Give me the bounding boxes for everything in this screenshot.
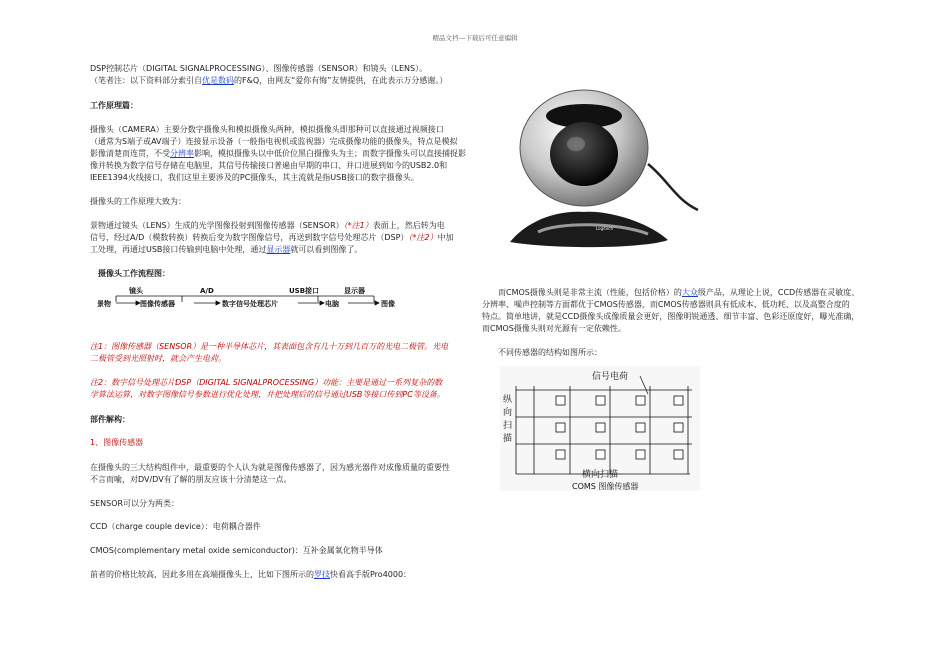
sensor-para-line: 不言而喻，对DV/DV有了解的朋友应该十分清楚这一点。 <box>90 475 292 484</box>
camera-para-line: 摄像头（CAMERA）主要分数字摄像头和模拟摄像头两种，模拟摄像头即那种可以直接通过视频接口 <box>90 125 444 134</box>
cable <box>648 164 698 210</box>
flow-dsp: 数字信号处理芯片 <box>222 300 278 308</box>
subheading-image-sensor: 1、图像传感器 <box>90 438 144 447</box>
price-note-text-2: 快看高手版Pro4000： <box>330 570 412 579</box>
camera-para-text-2: 影响，模拟摄像头以中低价位黑白摄像头为主；而数字摄像头可以直接捕捉影 <box>194 149 466 158</box>
link-resolution[interactable]: 分辨率 <box>170 149 194 158</box>
cmos-sensor-diagram <box>500 366 700 491</box>
flow-arrowhead <box>375 301 379 305</box>
work-principle-intro: 摄像头的工作原理大致为： <box>90 197 186 206</box>
price-note-text: 前者的价格比较高，因此多用在高端摄像头上，比如下图所示的 <box>90 570 314 579</box>
flow-scene: 景物 <box>97 300 111 308</box>
signal-charge-label: 信号电荷 <box>592 372 629 382</box>
flow-top-monitor: 显示器 <box>344 287 365 295</box>
author-note-text: （笔者注：以下资料部分索引自 <box>90 76 202 85</box>
page-header: 精品文档---下载后可任意编辑 <box>432 34 518 42</box>
note-ref-2: （*注2） <box>408 233 438 242</box>
work-para-line <box>90 244 362 256</box>
flow-computer: 电脑 <box>325 300 339 308</box>
camera-para-line: IEEE1394火线接口，我们这里主要涉及的PC摄像头，其主流就是指USB接口的数字摄像头。 <box>90 173 419 182</box>
workflow-diagram <box>96 284 416 312</box>
link-monitor[interactable]: 显示器 <box>266 245 291 254</box>
work-text: 景物通过镜头（LENS）生成的光学图像投射到图像传感器（SENSOR） <box>90 221 344 230</box>
structure-intro: 不同传感器的结构如图所示： <box>498 348 602 357</box>
camera-para-line: 像并转换为数字信号存储在电脑里，其信号传输接口普遍由早期的串口、并口进展到如今的USB2.0和 <box>90 161 448 170</box>
vertical-scan-label: 扫 <box>503 421 513 431</box>
flow-top-lens: 镜头 <box>129 287 143 295</box>
link-dazhong[interactable]: 大众 <box>681 288 698 297</box>
flow-arrowhead <box>320 301 324 305</box>
vertical-scan-label: 描 <box>503 434 513 444</box>
cmos-para-line: 特点。简单地讲，就是CCD摄像头成像质量会更好，图像明锐通透、细节丰富、色彩还原度好，曝光准确， <box>482 312 860 321</box>
webcam-base <box>510 212 668 247</box>
footnote-1-line: 注1：图像传感器（SENSOR）是一种半导体芯片，其表面包含有几十万到几百万的光电二极管。光电 <box>90 342 449 351</box>
sensor-para-line: 在摄像头的三大结构组件中，最重要的个人认为就是图像传感器了，因为感光器件对成像质量的重要性 <box>90 463 450 472</box>
cmos-para-text: 而CMOS摄像头则是非常主流（性能，包括价格）的 <box>498 288 682 297</box>
flow-image-sensor: 图像传感器 <box>140 300 175 308</box>
flow-image: 图像 <box>381 300 395 308</box>
flow-top-usb: USB接口 <box>289 287 320 295</box>
cmos-para-line <box>498 287 859 299</box>
author-note <box>90 75 447 87</box>
lens-reflection <box>567 137 585 151</box>
webcam-image <box>498 82 708 252</box>
work-text: 信号，经过A/D（模数转换）转换后变为数字图像信号，再送到数字信号处理芯片（DSP） <box>90 233 409 242</box>
work-text-2: 中加 <box>437 233 454 242</box>
link-logitech[interactable]: 罗技 <box>314 570 330 579</box>
author-note-text-2: 的F&Q，由网友“爱你有悔”友情提供，在此表示万分感谢。） <box>234 76 448 85</box>
footnote-2-line: 学算法运算，对数字图像信号参数进行优化处理，并把处理后的信号通过USB等接口传到PC等设备。 <box>90 390 445 399</box>
flow-chart-title: 摄像头工作流程图： <box>98 269 170 278</box>
footnote-2-line: 注2：数字信号处理芯片DSP（DIGITAL SIGNALPROCESSING）功能：主要是通过一系列复杂的数 <box>90 378 443 387</box>
vertical-scan-label: 向 <box>503 408 513 418</box>
camera-para-line <box>90 148 466 160</box>
camera-para-line: （通常为S端子或AV端子）连接显示设备（一般指电视机或监视器）完成摄像功能的摄像头，特点是模拟 <box>90 137 458 146</box>
work-text: 工处理，再通过USB接口传输到电脑中处理，通过 <box>90 245 267 254</box>
cmos-para-line: 分辨率、噪声控制等方面都优于CMOS传感器，而CMOS传感器则具有低成本、低功耗、以及高整合度的 <box>482 300 850 309</box>
link-youshi[interactable]: 优是数码 <box>202 76 234 85</box>
logitech-logo: Logitech <box>596 226 614 231</box>
cmos-para-text-2: 级产品，从理论上说，CCD传感器在灵敏度、 <box>697 288 860 297</box>
section-heading-parts: 部件解构： <box>90 415 130 424</box>
lens-icon <box>550 122 618 186</box>
price-note <box>90 569 411 581</box>
ccd-definition: CCD（charge couple device）：电荷耦合器件 <box>90 522 261 531</box>
work-para-line <box>90 220 445 232</box>
note-ref-1: （*注1） <box>343 221 373 230</box>
sensor-types-intro: SENSOR可以分为两类： <box>90 499 180 508</box>
intro-line: DSP控制芯片（DIGITAL SIGNALPROCESSING）、图像传感器（SENSOR）和镜头（LENS）。 <box>90 64 428 73</box>
flow-top-ad: A/D <box>200 287 214 295</box>
vertical-scan-label: 纵 <box>503 395 513 405</box>
work-text-2: 表面上，然后转为电 <box>372 221 445 230</box>
diagram-caption: COMS 图像传感器 <box>572 482 639 491</box>
work-text-2: 就可以看到图像了。 <box>290 245 363 254</box>
flow-arrowhead <box>216 301 220 305</box>
section-heading-principle: 工作原理篇： <box>90 101 138 110</box>
horizontal-scan-label: 横向扫描 <box>582 470 619 480</box>
footnote-1-line: 二极管受到光照射时，就会产生电荷。 <box>90 354 226 363</box>
cmos-para-line: 而CMOS摄像头则对光源有一定依赖性。 <box>482 324 626 333</box>
camera-para-text: 影像清楚而连贯，不受 <box>90 149 170 158</box>
cmos-definition: CMOS(complementary metal oxide semiconductor)：互补金属氧化物半导体 <box>90 546 383 555</box>
work-para-line <box>90 232 453 244</box>
